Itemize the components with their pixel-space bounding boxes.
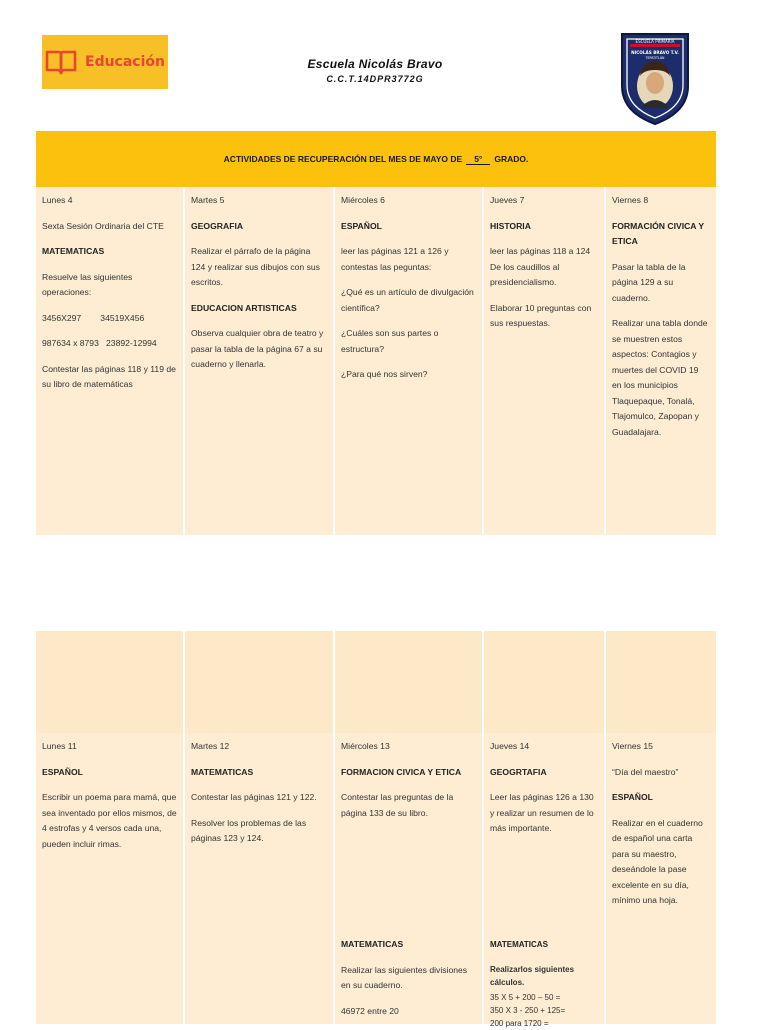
subject-label: EDUCACION ARTISTICAS	[191, 302, 297, 313]
cell-text: Escribir un poema para mamá, que sea inventado por ellos mismos, de 4 estrofas y 4 versos cada una, pueden incluir rimas.	[42, 792, 177, 849]
day-label: Viernes 15	[612, 741, 653, 751]
day-label: Martes 12	[191, 741, 230, 751]
grade-value: 5°	[466, 154, 490, 165]
school-cct: C.C.T.14DPR3772G	[326, 74, 424, 84]
cell-lunes-4	[36, 187, 185, 535]
cell-text: Observa cualquier obra de teatro y pasar la tabla de la página 67 a su cuaderno y llenarla.	[191, 328, 324, 369]
cell-text: Resuelve las siguientes operaciones:	[42, 271, 133, 297]
cell-text: Contestar las páginas 118 y 119 de su libro de matemáticas	[42, 363, 176, 389]
operations-text: 3456X297 34519X456	[42, 312, 145, 323]
day-label: Lunes 4	[42, 195, 73, 205]
cell-jueves-14-extra	[484, 931, 606, 1028]
day-label: Miércoles 13	[341, 741, 390, 751]
empty-row	[36, 631, 716, 733]
question-text: ¿Cuáles son sus partes o estructura?	[341, 328, 439, 354]
crest-top-text: ESCUELA PRIMARIA	[635, 39, 675, 44]
subject-label: ESPAÑOL	[42, 766, 83, 777]
cell-text: Sexta Sesión Ordinaria del CTE	[42, 220, 164, 231]
cell-text: leer las páginas 121 a 126 y contestas las peguntas:	[341, 246, 449, 272]
subject-label: ESPAÑOL	[341, 220, 382, 231]
crest-name-text: NICOLÁS BRAVO T.V.	[631, 50, 679, 55]
subject-label: HISTORIA	[490, 220, 531, 231]
school-name: Escuela Nicolás Bravo	[307, 57, 443, 71]
cell-martes-5	[185, 187, 335, 535]
cell-viernes-15	[606, 733, 716, 931]
question-text: ¿Qué es un artículo de divulgación científica?	[341, 287, 474, 313]
day-label: Jueves 14	[490, 741, 530, 751]
question-text: ¿Para qué nos sirven?	[341, 369, 428, 379]
title-band	[36, 131, 716, 187]
cell-martes-12	[185, 733, 335, 931]
subject-label: MATEMATICAS	[490, 940, 548, 949]
day-label: Viernes 8	[612, 195, 649, 205]
cell-jueves-14	[484, 733, 606, 931]
cell-viernes-8	[606, 187, 716, 535]
empty-cell	[185, 931, 335, 1024]
day-label: Jueves 7	[490, 195, 525, 205]
empty-cell	[185, 631, 335, 733]
cell-jueves-7	[484, 187, 606, 535]
title-prefix: ACTIVIDADES DE RECUPERACIÓN DEL MES DE MAYO DE	[223, 154, 463, 164]
empty-cell	[335, 631, 484, 733]
logo-text: Educación	[85, 54, 165, 70]
operation-text: 200 para 1720 =	[490, 1018, 549, 1028]
cell-text: Contestar las preguntas de la página 133 de su libro.	[341, 792, 454, 818]
cell-text: Resolver los problemas de las páginas 123 y 124.	[191, 817, 307, 843]
empty-cell	[36, 931, 185, 1024]
cell-text: Realizar el párrafo de la página 124 y realizar sus dibujos con sus escritos.	[191, 246, 320, 287]
cell-lunes-11	[36, 733, 185, 931]
subject-label: FORMACIÓN CIVICA Y ETICA	[612, 220, 704, 246]
subject-label: MATEMATICAS	[191, 766, 254, 777]
operations-text: 987634 x 8793 23892-12994	[42, 338, 157, 348]
cell-miercoles-13	[335, 733, 484, 931]
cell-miercoles-13-extra	[335, 931, 484, 1024]
empty-cell	[36, 631, 185, 733]
book-icon	[45, 49, 77, 75]
cell-text: Realizarlos siguientes cálculos.	[490, 964, 575, 987]
week2-extra-row	[36, 931, 716, 1028]
empty-cell	[484, 631, 606, 733]
cell-text: 46972 entre 20	[341, 1005, 399, 1016]
cell-text: Leer las páginas 126 a 130 y realizar un resumen de lo más importante.	[490, 792, 594, 833]
title-suffix: GRADO.	[494, 154, 529, 164]
operation-text: 35 X 5 + 200 – 50 =	[490, 992, 561, 1002]
week1-row	[36, 187, 716, 535]
operation-text: 350 X 3 - 250 + 125=	[490, 1005, 566, 1015]
day-label: Lunes 11	[42, 741, 77, 751]
quote-text: “Día del maestro”	[612, 766, 679, 777]
crest-place-text: TEPATITLÁN	[645, 56, 665, 60]
cell-text: Elaborar 10 preguntas con sus respuestas.	[490, 302, 592, 328]
subject-label: GEOGRTAFIA	[490, 766, 547, 777]
subject-label: FORMACION CIVICA Y ETICA	[341, 766, 462, 777]
cell-text: Contestar las páginas 121 y 122.	[191, 792, 317, 802]
subject-label: MATEMATICAS	[341, 939, 404, 949]
cell-miercoles-6	[335, 187, 484, 535]
educacion-logo	[42, 35, 168, 89]
day-label: Martes 5	[191, 195, 225, 205]
week2-row	[36, 733, 716, 931]
cell-text: Realizar las siguientes divisiones en su cuaderno.	[341, 964, 468, 990]
subject-label: GEOGRAFIA	[191, 220, 244, 231]
empty-cell	[606, 631, 716, 733]
empty-cell	[606, 931, 716, 1024]
cell-text: Pasar la tabla de la página 129 a su cuaderno.	[612, 261, 686, 303]
cell-text: leer las páginas 118 a 124 De los caudillos al presidencialismo.	[490, 246, 591, 287]
subject-label: ESPAÑOL	[612, 792, 653, 802]
school-crest-icon	[616, 28, 694, 126]
day-label: Miércoles 6	[341, 195, 385, 205]
cell-text: Realizar en el cuaderno de español una carta para su maestro, deseándole la pase excelente en su día, mínimo una hoja.	[612, 817, 703, 905]
cell-text: Realizar una tabla donde se muestren estos aspectos: Contagios y muertes del COVID 19 en los municipios Tlaquepaque, Tonalá, Tlajomulco, Zapopan y Guadalajara.	[612, 318, 708, 437]
subject-label: MATEMATICAS	[42, 246, 105, 256]
